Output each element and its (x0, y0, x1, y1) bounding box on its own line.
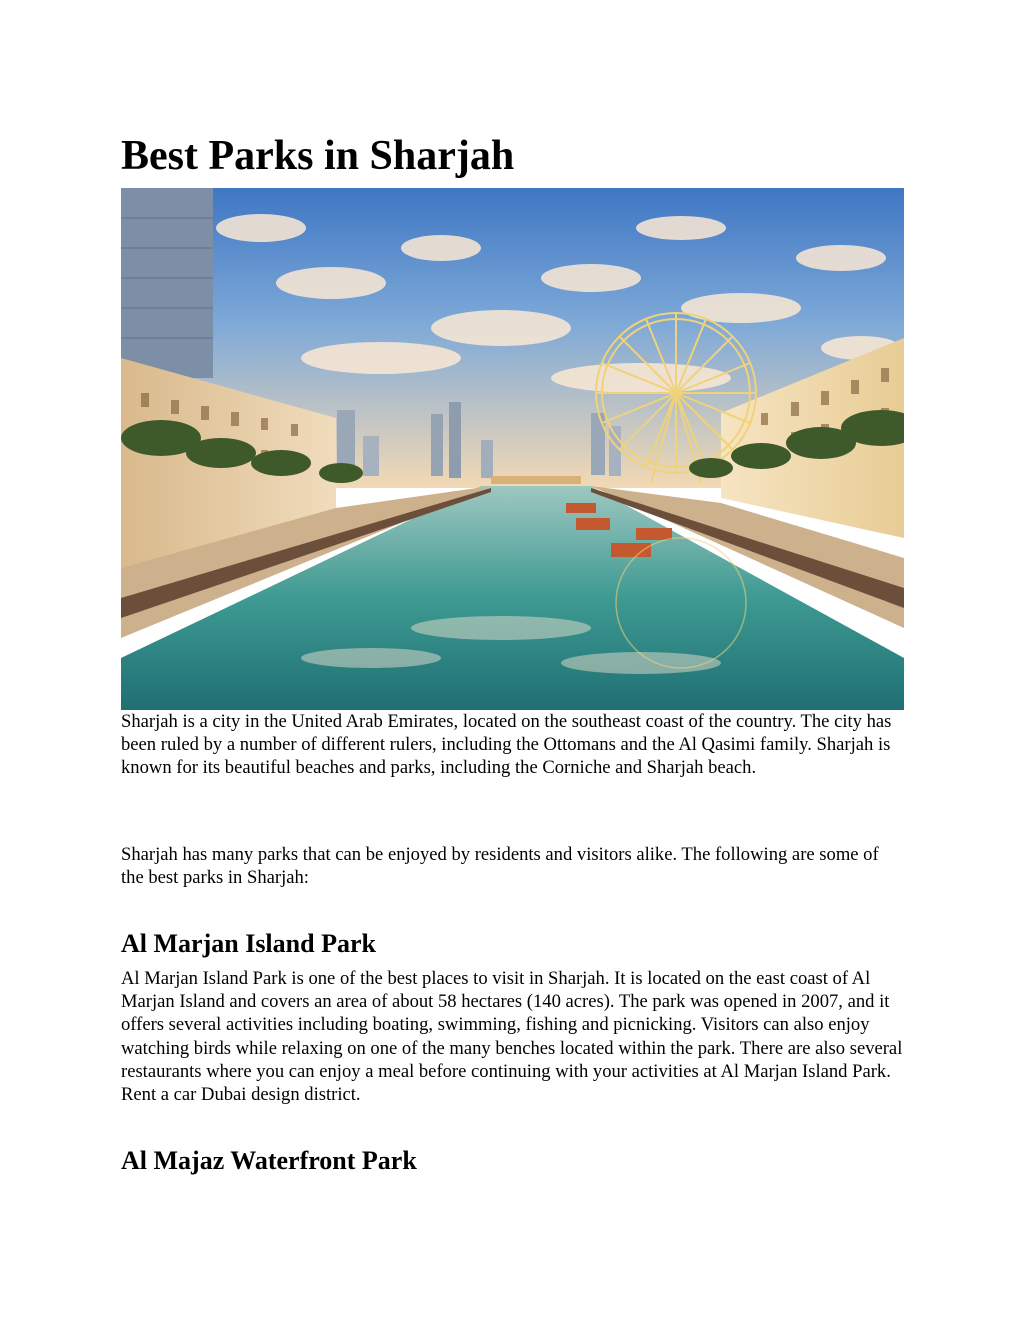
lead-paragraph: Sharjah has many parks that can be enjoyed by residents and visitors alike. The following are some of the best parks in Sharjah: (121, 844, 879, 889)
section-body-al-marjan: Al Marjan Island Park is one of the best places to visit in Sharjah. It is located on the east coast of Al Marjan Island and covers an area of about 58 hectares (140 acres). The park was opened in 2007, and it offers several activities including boating, swimming, fishing and picnicking. Visitors can also enjoy watching birds while relaxing on one of the many benches located within the park. There are also several restaurants where you can enjoy a meal before continuing with your activities at Al Marjan Island Park. Rent a car Dubai design district. (121, 968, 903, 1106)
section-heading-al-majaz: Al Majaz Waterfront Park (121, 1146, 417, 1175)
section-heading-al-marjan: Al Marjan Island Park (121, 929, 376, 958)
intro-paragraph: Sharjah is a city in the United Arab Emirates, located on the southeast coast of the country. The city has been ruled by a number of different rulers, including the Ottomans and the Al Qasimi family. Sharjah is known for its beautiful beaches and parks, including the Corniche and Sharjah beach. (121, 711, 892, 779)
hero-image-sharjah-canal (121, 188, 904, 710)
page-title: Best Parks in Sharjah (121, 133, 515, 179)
